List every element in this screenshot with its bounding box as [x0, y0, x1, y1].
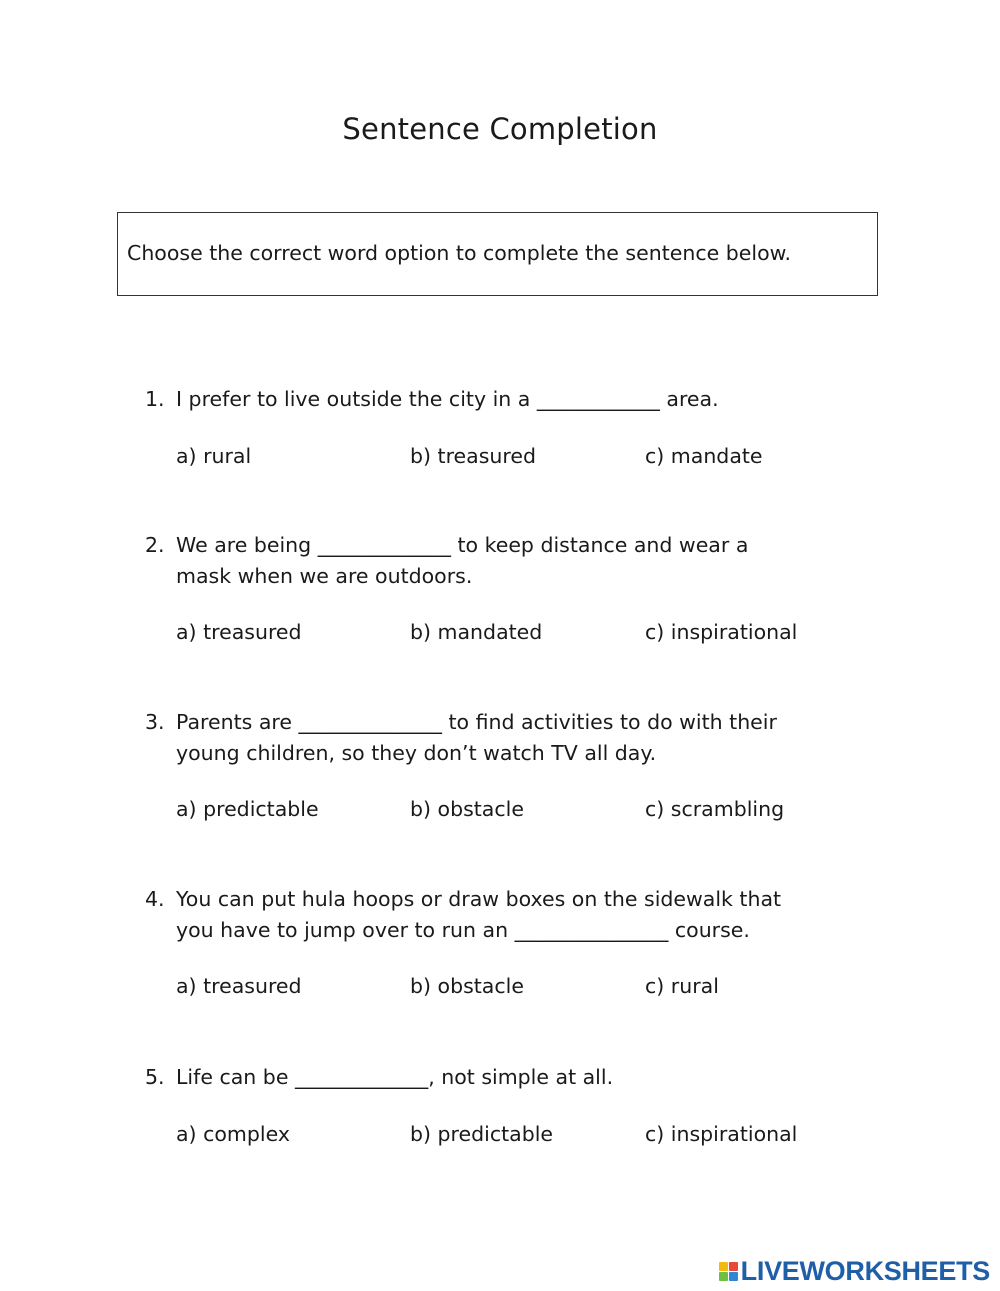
instructions-box — [117, 212, 878, 296]
question-line: young children, so they don’t watch TV all day. — [176, 740, 657, 765]
option-a[interactable]: a) treasured — [176, 974, 302, 998]
question-line: We are being _____________ to keep distance and wear a — [176, 533, 749, 557]
liveworksheets-logo[interactable] — [719, 1256, 990, 1287]
question-4 — [145, 884, 865, 1004]
question-number: 5. — [145, 1065, 165, 1089]
option-c[interactable]: c) inspirational — [645, 620, 798, 644]
question-1 — [145, 384, 865, 474]
question-line: Life can be _____________, not simple at all. — [176, 1065, 614, 1089]
question-line: You can put hula hoops or draw boxes on the sidewalk that — [176, 887, 782, 911]
options-row — [145, 974, 865, 1004]
question-line: mask when we are outdoors. — [176, 563, 473, 588]
options-row — [145, 797, 865, 827]
liveworksheets-blocks-icon — [719, 1262, 738, 1281]
question-line: I prefer to live outside the city in a ____________ area. — [176, 387, 719, 411]
option-c[interactable]: c) rural — [645, 974, 719, 998]
logo-text: LIVEWORKSHEETS — [740, 1256, 990, 1286]
question-line: Parents are ______________ to find activities to do with their — [176, 710, 777, 734]
option-b[interactable]: b) predictable — [410, 1121, 554, 1146]
question-text — [145, 530, 865, 591]
options-row — [145, 444, 865, 474]
logo-block — [719, 1262, 728, 1271]
question-text — [145, 707, 865, 768]
option-a[interactable]: a) complex — [176, 1121, 290, 1146]
question-5 — [145, 1062, 865, 1152]
logo-block — [719, 1272, 728, 1281]
option-c[interactable]: c) mandate — [645, 443, 763, 468]
options-row — [145, 620, 865, 650]
question-text — [145, 384, 865, 415]
logo-block — [729, 1272, 738, 1281]
option-b[interactable]: b) treasured — [410, 443, 536, 468]
question-number: 1. — [145, 387, 165, 411]
option-a[interactable]: a) rural — [176, 443, 252, 468]
options-row — [145, 1122, 865, 1152]
question-number: 2. — [145, 533, 165, 557]
question-text — [145, 1062, 865, 1093]
question-text — [145, 884, 865, 945]
option-b[interactable]: b) obstacle — [410, 797, 524, 821]
question-2 — [145, 530, 865, 650]
question-line: you have to jump over to run an _______________ course. — [176, 917, 750, 942]
option-b[interactable]: b) obstacle — [410, 974, 524, 998]
option-a[interactable]: a) treasured — [176, 620, 302, 644]
option-c[interactable]: c) scrambling — [645, 797, 785, 821]
question-3 — [145, 707, 865, 827]
question-number: 3. — [145, 710, 165, 734]
option-b[interactable]: b) mandated — [410, 620, 543, 644]
option-a[interactable]: a) predictable — [176, 797, 319, 821]
question-number: 4. — [145, 887, 165, 911]
instructions-text: Choose the correct word option to complete the sentence below. — [127, 241, 792, 265]
page-title: Sentence Completion — [342, 112, 658, 146]
logo-block — [729, 1262, 738, 1271]
option-c[interactable]: c) inspirational — [645, 1121, 798, 1146]
